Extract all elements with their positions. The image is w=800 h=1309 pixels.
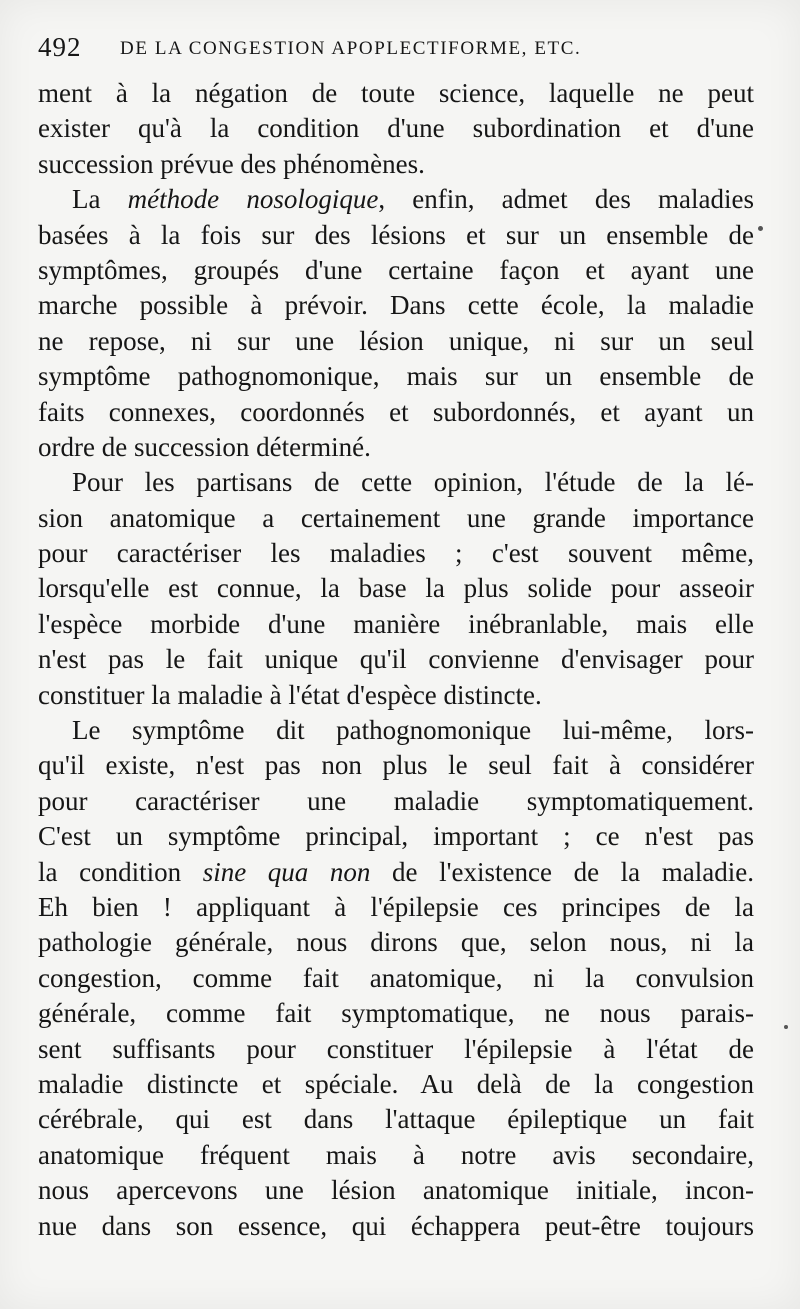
- text-line: nous apercevons une lésion anatomique initiale, incon-: [38, 1175, 754, 1206]
- page-number: 492: [38, 32, 82, 62]
- text-line: C'est un symptôme principal, important ; ce n'est pas: [38, 821, 754, 852]
- text-line: congestion, comme fait anatomique, ni la convulsion: [38, 962, 754, 993]
- text-line: nue dans son essence, qui échappera peut-être toujours: [38, 1210, 754, 1241]
- text-line: pour caractériser les maladies ; c'est souvent même,: [38, 538, 754, 569]
- text-line: Le symptôme dit pathognomonique lui-même, lors-: [72, 715, 754, 746]
- text-line: sion anatomique a certainement une grande importance: [38, 502, 754, 533]
- text-line: pathologie générale, nous dirons que, selon nous, ni la: [38, 927, 754, 958]
- text-line: symptôme pathognomonique, mais sur un ensemble de: [38, 361, 754, 392]
- text-line: faits connexes, coordonnés et subordonnés, et ayant un: [38, 396, 754, 427]
- text-line: pour caractériser une maladie symptomatiquement.: [38, 785, 754, 816]
- scan-speck: [758, 226, 763, 231]
- scan-speck: [784, 1025, 788, 1029]
- text-line: symptômes, groupés d'une certaine façon et ayant une: [38, 254, 754, 285]
- text-line: ment à la négation de toute science, laquelle ne peut: [38, 78, 754, 108]
- text-line: exister qu'à la condition d'une subordination et d'une: [38, 113, 754, 144]
- text-line: l'espèce morbide d'une manière inébranlable, mais elle: [38, 608, 754, 639]
- running-head: DE LA CONGESTION APOPLECTIFORME, ETC.: [120, 38, 582, 59]
- text-line: marche possible à prévoir. Dans cette école, la maladie: [38, 290, 754, 321]
- body-text: [38, 76, 754, 1244]
- text-line: cérébrale, qui est dans l'attaque épileptique un fait: [38, 1104, 754, 1135]
- text-line: Eh bien ! appliquant à l'épilepsie ces principes de la: [38, 891, 754, 922]
- text-line: lorsqu'elle est connue, la base la plus solide pour asseoir: [38, 573, 754, 604]
- text-line: basées à la fois sur des lésions et sur un ensemble de: [38, 219, 754, 250]
- text-line: ne repose, ni sur une lésion unique, ni sur un seul: [38, 325, 754, 356]
- text-line: la condition sine qua non de l'existence de la maladie.: [38, 856, 754, 887]
- text-line: anatomique fréquent mais à notre avis secondaire,: [38, 1139, 754, 1170]
- text-line: maladie distincte et spéciale. Au delà de la congestion: [38, 1068, 754, 1099]
- text-line: succession prévue des phénomènes.: [38, 148, 425, 179]
- text-line: qu'il existe, n'est pas non plus le seul fait à considérer: [38, 750, 754, 781]
- text-line: Pour les partisans de cette opinion, l'étude de la lé-: [72, 467, 754, 498]
- text-line: sent suffisants pour constituer l'épilepsie à l'état de: [38, 1033, 754, 1064]
- page-header: [38, 32, 758, 72]
- text-line: La méthode nosologique, enfin, admet des maladies: [72, 184, 754, 215]
- text-line: n'est pas le fait unique qu'il convienne d'envisager pour: [38, 644, 754, 675]
- text-line: générale, comme fait symptomatique, ne nous parais-: [38, 998, 754, 1029]
- text-line: constituer la maladie à l'état d'espèce distincte.: [38, 679, 542, 710]
- text-line: ordre de succession déterminé.: [38, 431, 371, 462]
